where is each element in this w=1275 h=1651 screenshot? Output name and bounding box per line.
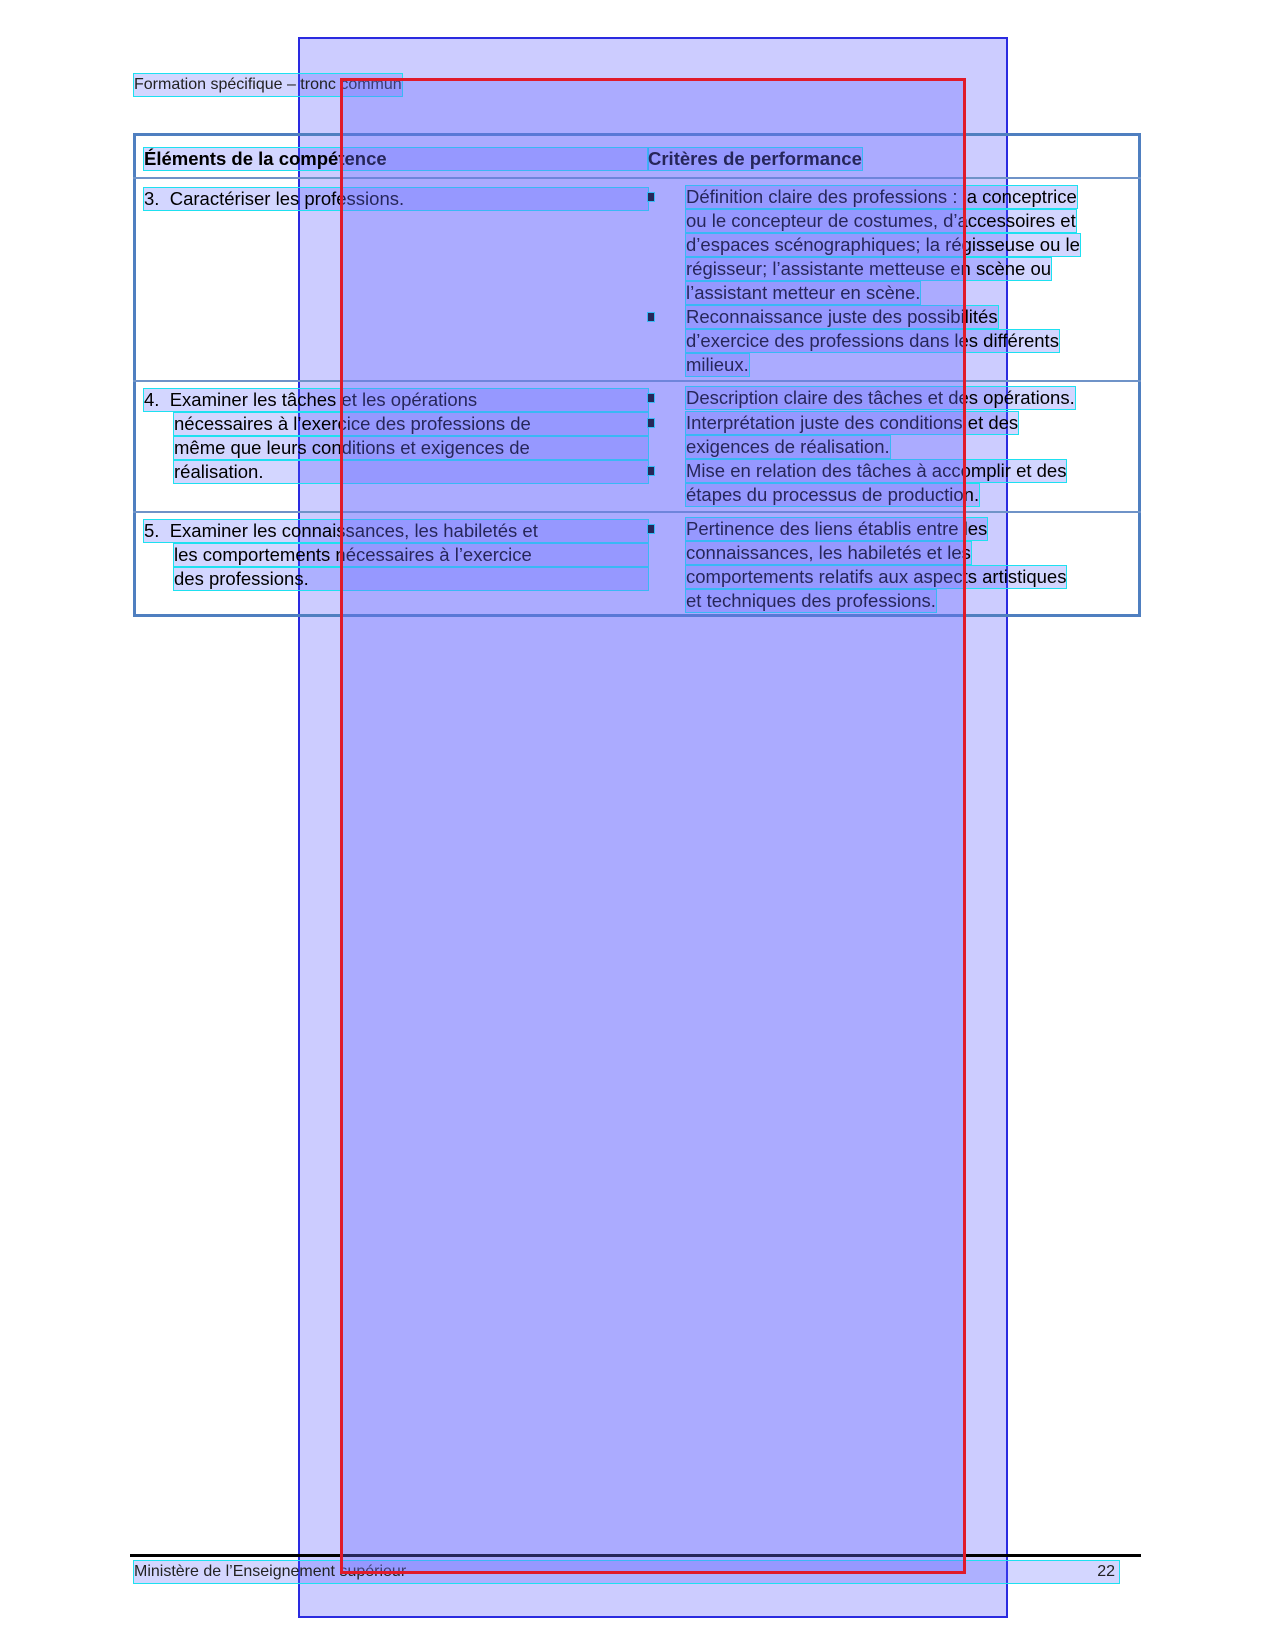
element-text-line: les comportements nécessaires à l’exercice xyxy=(174,544,648,566)
criterion-line: régisseur; l’assistante metteuse en scène ou xyxy=(686,258,1052,279)
criterion-line: Interprétation juste des conditions et des xyxy=(686,412,1019,433)
element-text: Examiner les tâches et les opérations xyxy=(169,389,478,410)
criterion-line: milieux. xyxy=(686,354,749,375)
running-title: Formation spécifique – tronc commun xyxy=(134,74,402,96)
criterion-line: exigences de réalisation. xyxy=(686,436,890,457)
criterion-line: d’exercice des professions dans les différents xyxy=(686,330,1059,351)
criterion-line: Mise en relation des tâches à accomplir et des xyxy=(686,460,1067,481)
element-number: 5. xyxy=(144,520,160,541)
criterion-line: d’espaces scénographiques; la régisseuse ou le xyxy=(686,234,1080,255)
criterion-line: comportements relatifs aux aspects artistiques xyxy=(686,566,1067,587)
element-text-line: réalisation. xyxy=(174,461,648,483)
element-text-line: des professions. xyxy=(174,568,648,590)
page-number: 22 xyxy=(1097,1563,1115,1580)
criterion-line: étapes du processus de production. xyxy=(686,484,980,505)
element-text-line: même que leurs conditions et exigences de xyxy=(174,437,648,459)
criterion-line: Reconnaissance juste des possibilités xyxy=(686,306,998,327)
criterion-line: Définition claire des professions : la conceptrice xyxy=(686,186,1077,207)
element-text: Examiner les connaissances, les habiletés et xyxy=(169,520,538,541)
element-text-line: nécessaires à l’exercice des professions de xyxy=(174,413,648,435)
criterion-line: Pertinence des liens établis entre les xyxy=(686,518,988,539)
footer-publisher: Ministère de l’Enseignement supérieur xyxy=(134,1563,407,1580)
criterion-line: connaissances, les habiletés et les xyxy=(686,542,971,563)
annotation-inner-box xyxy=(340,78,966,1574)
criterion-line: ou le concepteur de costumes, d’accessoires et xyxy=(686,210,1076,231)
col-header-elements: Éléments de la compétence xyxy=(144,148,648,170)
element-number: 4. xyxy=(144,389,160,410)
criterion-line: et techniques des professions. xyxy=(686,590,936,611)
criterion-line: Description claire des tâches et des opérations. xyxy=(686,387,1075,408)
element-text: Caractériser les professions. xyxy=(169,188,405,209)
col-header-criteria: Critères de performance xyxy=(648,148,862,169)
element-number: 3. xyxy=(144,188,160,209)
criterion-line: l’assistant metteur en scène. xyxy=(686,282,921,303)
